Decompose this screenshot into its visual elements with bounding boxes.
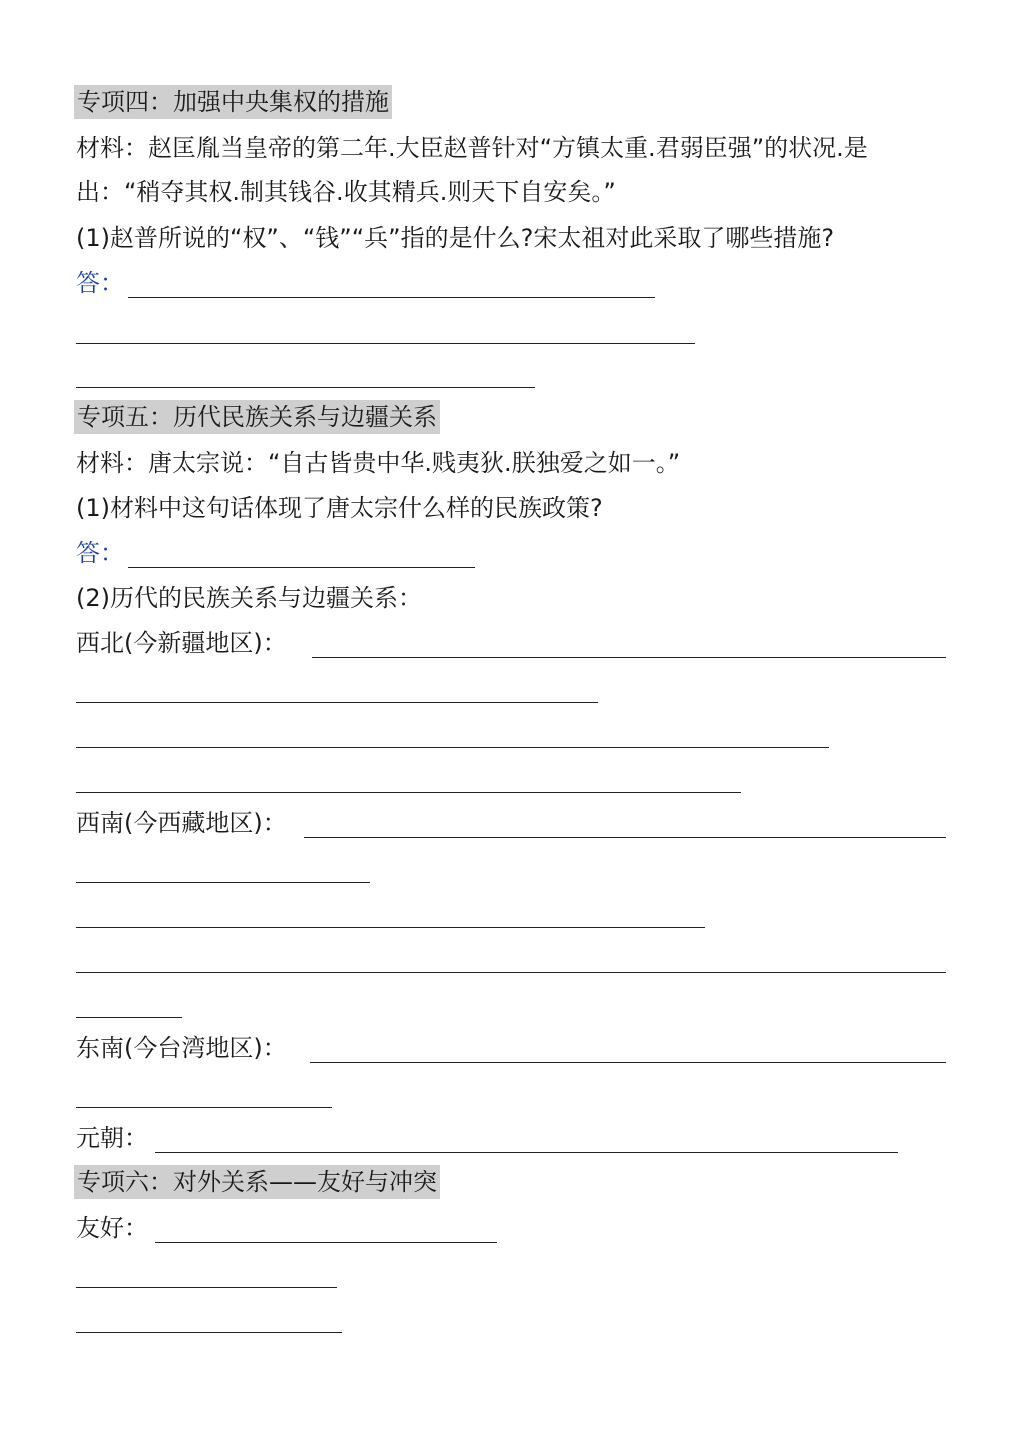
question-4-1: (1)赵普所说的“权”、“钱”“兵”指的是什么?宋太祖对此采取了哪些措施? bbox=[76, 224, 835, 252]
answer-line[interactable] bbox=[76, 343, 695, 344]
section-heading-6: 专项六：对外关系——友好与冲突 bbox=[74, 1165, 440, 1199]
answer-line[interactable] bbox=[76, 702, 598, 703]
answer-line[interactable] bbox=[76, 792, 741, 793]
region-label-yuan: 元朝： bbox=[76, 1124, 148, 1152]
answer-line[interactable] bbox=[76, 972, 946, 973]
answer-line[interactable] bbox=[128, 567, 475, 568]
question-5-1: (1)材料中这句话体现了唐太宗什么样的民族政策? bbox=[76, 494, 603, 522]
answer-line[interactable] bbox=[76, 882, 370, 883]
region-label-northwest: 西北(今新疆地区)： bbox=[76, 629, 287, 657]
answer-line[interactable] bbox=[76, 747, 829, 748]
answer-label-4: 答： bbox=[76, 269, 124, 297]
material-text-4-line1: 材料：赵匡胤当皇帝的第二年.大臣赵普针对“方镇太重.君弱臣强”的状况.是 bbox=[76, 134, 868, 162]
answer-line[interactable] bbox=[76, 927, 705, 928]
label-friendly: 友好： bbox=[76, 1214, 148, 1242]
answer-line[interactable] bbox=[76, 1332, 342, 1333]
region-label-southwest: 西南(今西藏地区)： bbox=[76, 809, 287, 837]
section-heading-4: 专项四：加强中央集权的措施 bbox=[74, 85, 392, 119]
question-5-2: (2)历代的民族关系与边疆关系： bbox=[76, 584, 422, 612]
section-heading-5: 专项五：历代民族关系与边疆关系 bbox=[74, 400, 440, 434]
answer-label-5: 答： bbox=[76, 539, 124, 567]
region-label-southeast: 东南(今台湾地区)： bbox=[76, 1034, 287, 1062]
answer-line[interactable] bbox=[76, 1107, 332, 1108]
answer-line[interactable] bbox=[155, 1242, 497, 1243]
answer-line[interactable] bbox=[76, 1017, 182, 1018]
material-text-5: 材料：唐太宗说：“自古皆贵中华.贱夷狄.朕独爱之如一。” bbox=[76, 449, 681, 477]
answer-line[interactable] bbox=[76, 387, 535, 388]
answer-line[interactable] bbox=[76, 1287, 337, 1288]
answer-line[interactable] bbox=[312, 657, 946, 658]
answer-line[interactable] bbox=[310, 1062, 946, 1063]
answer-line[interactable] bbox=[304, 837, 946, 838]
answer-line[interactable] bbox=[128, 297, 655, 298]
material-text-4-line2: 出：“稍夺其权.制其钱谷.收其精兵.则天下自安矣。” bbox=[76, 178, 616, 206]
answer-line[interactable] bbox=[155, 1152, 898, 1153]
